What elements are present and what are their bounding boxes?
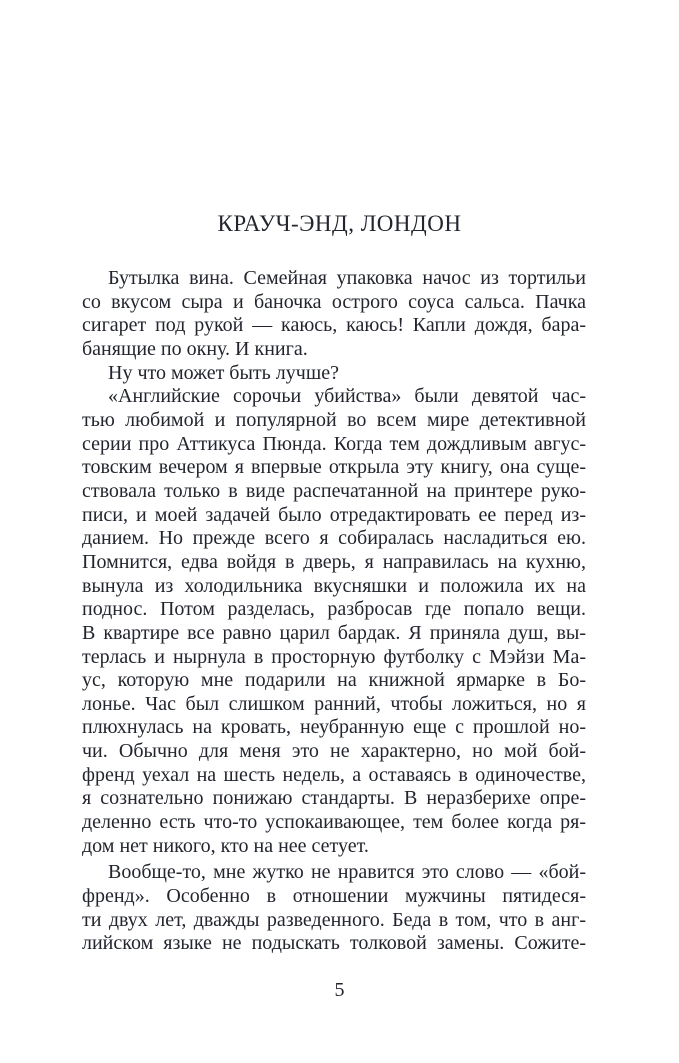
- page-number: 5: [334, 979, 345, 1001]
- text-line: сигарет под рукой — каюсь, каюсь! Капли дождя, бара-: [82, 314, 586, 337]
- text-line: дом нет никого, кто на нее сетует.: [82, 834, 369, 857]
- paragraph: [82, 267, 586, 362]
- paragraph: [82, 385, 586, 858]
- text-line: вынула из холодильника вкусняшки и положила их на: [82, 574, 586, 597]
- chapter-title: КРАУЧ-ЭНД, ЛОНДОН: [217, 211, 462, 236]
- text-line: плюхнулась на кровать, неубранную еще с прошлой но-: [82, 716, 586, 739]
- text-line: Вообще-то, мне жутко не нравится это слово — «бой-: [108, 861, 586, 884]
- text-line: Ну что может быть лучше?: [108, 361, 339, 384]
- text-line: френд уехал на шесть недель, а оставаясь в одиночестве,: [82, 763, 586, 786]
- text-line: банящие по окну. И книга.: [82, 337, 308, 360]
- text-line: деленно есть что-то успокаивающее, тем более когда ря-: [82, 811, 586, 834]
- text-line: товским вечером я впервые открыла эту книгу, она суще-: [82, 456, 586, 479]
- paragraph: [82, 362, 586, 386]
- text-line: Бутылка вина. Семейная упаковка начос из тортильи: [108, 267, 586, 289]
- text-line: серии про Аттикуса Пюнда. Когда тем дождливым авгус-: [82, 432, 586, 455]
- text-line: данием. Но прежде всего я собиралась насладиться ею.: [82, 527, 586, 550]
- text-line: терлась и нырнула в просторную футболку с Мэйзи Ма-: [82, 645, 586, 668]
- text-line: я сознательно понижаю стандарты. В неразберихе опре-: [82, 787, 586, 810]
- text-line: ствовала только в виде распечатанной на принтере руко-: [82, 479, 586, 502]
- text-line: френд». Особенно в отношении мужчины пятидеся-: [82, 885, 586, 908]
- text-line: лийском языке не подыскать толковой замены. Сожите-: [82, 932, 586, 955]
- text-line: тью любимой и популярной во всем мире детективной: [82, 408, 586, 431]
- text-line: лонье. Час был слишком ранний, чтобы ложиться, но я: [82, 692, 586, 715]
- text-line: В квартире все равно царил бардак. Я приняла душ, вы-: [82, 621, 586, 644]
- text-line: со вкусом сыра и баночка острого соуса сальса. Пачка: [82, 290, 586, 313]
- body-text: [82, 267, 586, 956]
- paragraph: [82, 861, 586, 956]
- text-line: ти двух лет, дважды разведенного. Беда в том, что в анг-: [82, 908, 586, 931]
- text-line: ус, которую мне подарили на книжной ярмарке в Бо-: [82, 669, 586, 692]
- text-line: писи, и моей задачей было отредактировать ее перед из-: [82, 503, 586, 526]
- text-line: Помнится, едва войдя в дверь, я направилась на кухню,: [82, 550, 586, 573]
- text-line: «Английские сорочьи убийства» были девятой час-: [108, 385, 586, 408]
- text-line: поднос. Потом разделась, разбросав где попало вещи.: [82, 598, 586, 621]
- text-line: чи. Обычно для меня это не характерно, но мой бой-: [82, 740, 586, 763]
